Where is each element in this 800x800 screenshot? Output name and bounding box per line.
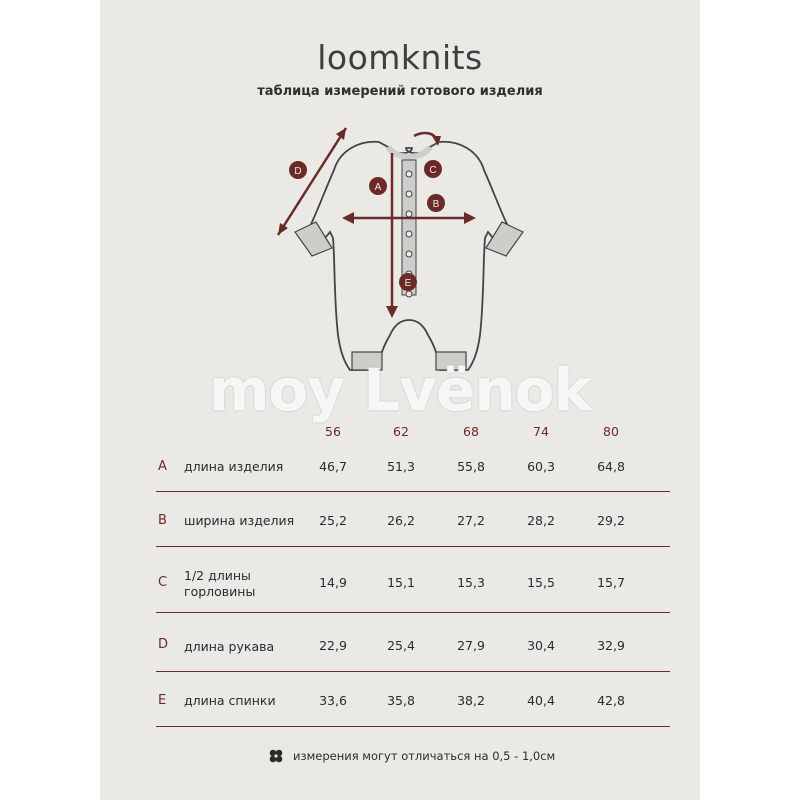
- row-value: 35,8: [387, 693, 415, 708]
- table-row-b: [100, 513, 700, 569]
- measure-d-arrow-end: [336, 128, 346, 140]
- row-letter: B: [158, 513, 167, 528]
- brand-logo: loomknits: [317, 38, 483, 77]
- row-letter: C: [158, 575, 168, 590]
- flower-icon: [268, 748, 284, 764]
- measure-d-arrow-start: [278, 223, 288, 235]
- marker-c: [424, 160, 442, 178]
- table-row-e: [100, 693, 700, 749]
- marker-e: [399, 273, 417, 291]
- row-value: 30,4: [527, 638, 555, 653]
- marker-e-label: E: [404, 278, 412, 289]
- marker-a-label: A: [374, 182, 382, 193]
- size-chart-card: [100, 0, 700, 800]
- row-value: 14,9: [319, 575, 347, 590]
- row-divider: [156, 612, 670, 613]
- row-value: 64,8: [597, 459, 625, 474]
- size-header-56: 56: [325, 424, 341, 439]
- marker-c-label: C: [429, 165, 437, 176]
- row-value: 25,4: [387, 638, 415, 653]
- row-value: 25,2: [319, 513, 347, 528]
- row-value: 15,3: [457, 575, 485, 590]
- row-value: 32,9: [597, 638, 625, 653]
- row-letter: E: [158, 693, 167, 708]
- marker-a: [369, 177, 387, 195]
- row-value: 26,2: [387, 513, 415, 528]
- marker-b: [427, 194, 445, 212]
- row-value: 22,9: [319, 638, 347, 653]
- marker-d: [289, 161, 307, 179]
- size-header-62: 62: [393, 424, 409, 439]
- row-value: 15,1: [387, 575, 415, 590]
- garment-diagram: [100, 110, 700, 390]
- row-divider: [156, 546, 670, 547]
- table-row-c: [100, 568, 700, 631]
- row-divider: [156, 671, 670, 672]
- watermark: moy Lvёnok: [208, 356, 592, 424]
- row-value: 38,2: [457, 693, 485, 708]
- measurement-note: измерения могут отличаться на 0,5 - 1,0см: [293, 749, 556, 763]
- row-value: 33,6: [319, 693, 347, 708]
- chart-subtitle: таблица измерений готового изделия: [257, 84, 543, 99]
- row-label: длина изделия: [184, 459, 284, 474]
- row-label: длина спинки: [184, 693, 276, 708]
- row-value: 28,2: [527, 513, 555, 528]
- row-value: 27,2: [457, 513, 485, 528]
- row-value: 60,3: [527, 459, 555, 474]
- size-header-74: 74: [533, 424, 549, 439]
- row-divider: [156, 491, 670, 492]
- row-value: 27,9: [457, 638, 485, 653]
- size-header-80: 80: [603, 424, 619, 439]
- row-value: 46,7: [319, 459, 347, 474]
- row-value: 55,8: [457, 459, 485, 474]
- row-value: 29,2: [597, 513, 625, 528]
- table-row-d: [100, 638, 700, 694]
- row-value: 15,5: [527, 575, 555, 590]
- row-value: 51,3: [387, 459, 415, 474]
- marker-b-label: B: [432, 199, 440, 210]
- marker-d-label: D: [294, 166, 302, 177]
- row-label: ширина изделия: [184, 513, 295, 528]
- row-label: длина рукава: [184, 639, 275, 654]
- row-value: 42,8: [597, 693, 625, 708]
- row-value: 40,4: [527, 693, 555, 708]
- row-value: 15,7: [597, 575, 625, 590]
- table-row-a: [100, 459, 700, 515]
- row-letter: A: [158, 459, 167, 474]
- row-divider: [156, 726, 670, 727]
- size-header-68: 68: [463, 424, 479, 439]
- row-label: 1/2 длины горловины: [184, 568, 256, 599]
- row-letter: D: [158, 637, 169, 652]
